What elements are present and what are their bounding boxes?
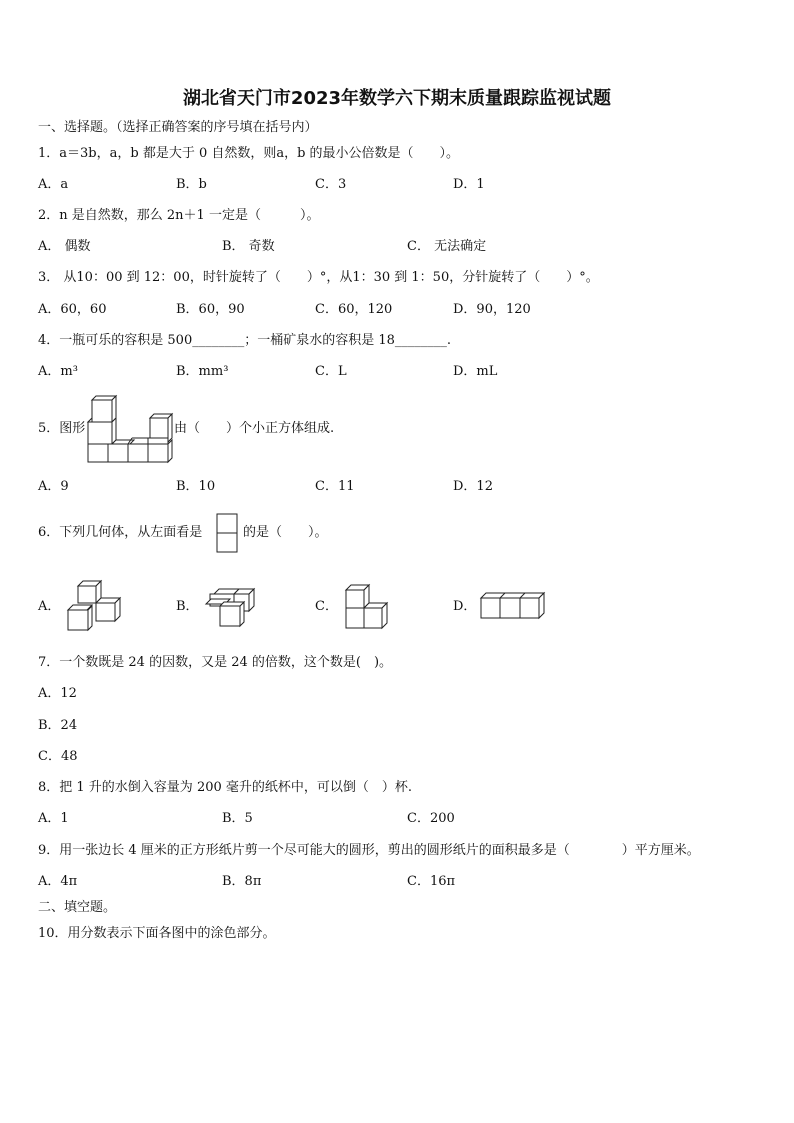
question-1-option-a: A．a (38, 177, 69, 192)
question-5-option-d: D．12 (453, 479, 493, 494)
question-10-stem: 10．用分数表示下面各图中的涂色部分。 (38, 926, 276, 941)
question-4-stem: 4．一瓶可乐的容积是 500________；一桶矿泉水的容积是 18________. (38, 333, 452, 348)
question-3-option-b: B．60，90 (176, 302, 245, 317)
question-6-left-view-figure (216, 513, 238, 553)
question-8-option-c: C．200 (407, 811, 455, 826)
question-6-option-b: B． (176, 599, 199, 614)
question-4-option-a: A．m³ (38, 364, 78, 379)
question-6-option-c-figure (344, 584, 390, 630)
question-5-option-a: A．9 (38, 479, 69, 494)
question-4-option-c: C．L (315, 364, 347, 379)
question-9-stem: 9．用一张边长 4 厘米的正方形纸片剪一个尽可能大的圆形，剪出的圆形纸片的面积最多是（ ）平方厘米。 (38, 843, 700, 858)
question-8-option-a: A．1 (38, 811, 69, 826)
question-8-stem: 8．把 1 升的水倒入容量为 200 毫升的纸杯中，可以倒（ ）杯. (38, 780, 413, 795)
question-3-option-a: A．60，60 (38, 302, 107, 317)
question-1-option-b: B．b (176, 177, 207, 192)
section-fill-heading: 二、填空题。 (38, 900, 117, 915)
question-2-stem: 2．n 是自然数，那么 2n＋1 一定是（ ）。 (38, 208, 320, 223)
question-1-option-d: D．1 (453, 177, 485, 192)
question-8-option-b: B．5 (222, 811, 253, 826)
question-3-stem: 3． 从10：00 到 12：00，时针旋转了（ ）°，从1：30 到 1：50，分针旋转了（ ）°。 (38, 270, 599, 285)
question-7-option-a: A．12 (38, 686, 77, 701)
question-6-option-c: C． (315, 599, 338, 614)
page-title: 湖北省天门市2023年数学六下期末质量跟踪监视试题 (182, 88, 612, 109)
question-9-option-b: B．8π (222, 874, 262, 889)
question-1-option-c: C．3 (315, 177, 347, 192)
question-6-option-d-figure (480, 592, 546, 620)
question-3-option-d: D．90，120 (453, 302, 531, 317)
question-2-option-b: B． 奇数 (222, 239, 275, 254)
question-7-option-c: C．48 (38, 749, 78, 764)
question-2-option-a: A． 偶数 (38, 239, 91, 254)
question-6-option-b-figure (206, 586, 256, 632)
question-7-option-b: B．24 (38, 718, 78, 733)
question-6-option-a: A． (38, 599, 61, 614)
question-6-stem-start: 6．下列几何体，从左面看是 (38, 525, 203, 540)
question-5-option-c: C．11 (315, 479, 355, 494)
question-6-stem-end: 的是（ ）。 (243, 525, 328, 540)
question-1-stem: 1．a＝3b，a，b 都是大于 0 自然数，则a，b 的最小公倍数是（ ）。 (38, 146, 460, 161)
question-5-option-b: B．10 (176, 479, 216, 494)
question-7-stem: 7．一个数既是 24 的因数，又是 24 的倍数，这个数是( )。 (38, 655, 393, 670)
question-2-option-c: C． 无法确定 (407, 239, 487, 254)
question-9-option-c: C．16π (407, 874, 456, 889)
question-6-option-a-figure (68, 580, 122, 634)
section-choice-heading: 一、选择题。（选择正确答案的序号填在括号内） (38, 120, 318, 135)
question-5-cube-figure (84, 394, 179, 464)
question-5-stem-start: 5．图形 (38, 421, 86, 436)
question-6-option-d: D． (453, 599, 477, 614)
question-4-option-d: D．mL (453, 364, 498, 379)
question-5-stem-end: 由（ ）个小正方体组成. (174, 421, 335, 436)
question-4-option-b: B．mm³ (176, 364, 229, 379)
question-9-option-a: A．4π (38, 874, 78, 889)
question-3-option-c: C．60，120 (315, 302, 393, 317)
